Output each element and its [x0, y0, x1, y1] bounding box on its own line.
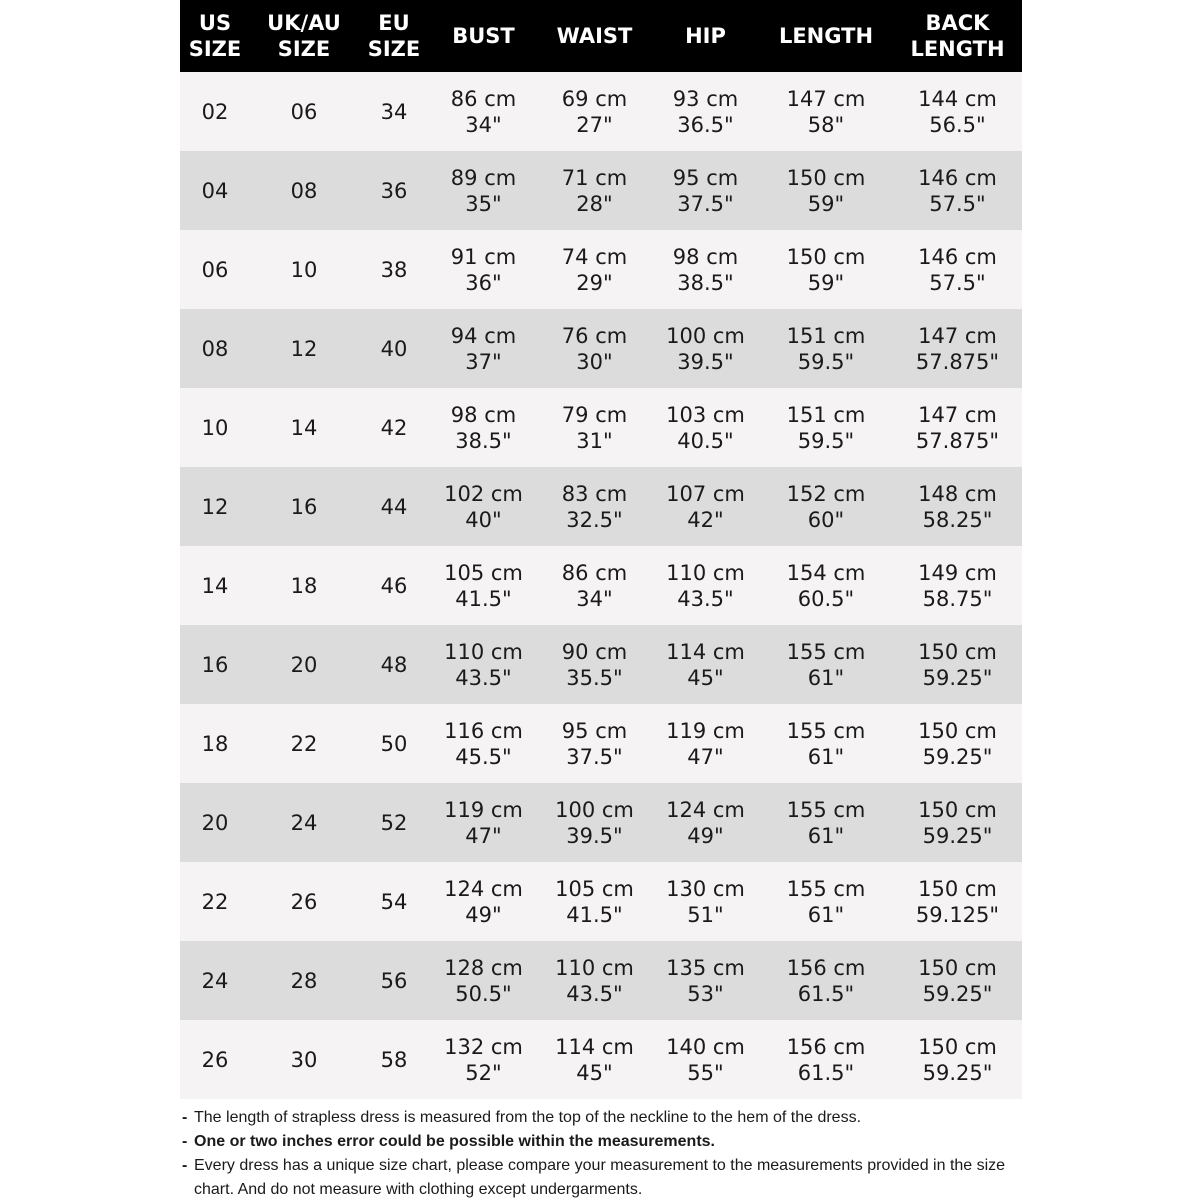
table-row [180, 388, 1022, 467]
table-row [180, 467, 1022, 546]
inch-value: 49" [465, 902, 502, 927]
hip-cell [652, 862, 759, 941]
back-length-cell [893, 941, 1022, 1020]
uk-au-size-cell: 20 [250, 625, 358, 704]
cm-value: 124 cm [444, 876, 523, 901]
inch-value: 59.25" [922, 744, 993, 769]
inch-value: 59.5" [797, 428, 855, 453]
eu-size-cell: 50 [358, 704, 430, 783]
cm-value: 110 cm [444, 639, 523, 664]
uk-au-size-cell: 22 [250, 704, 358, 783]
hip-cell [652, 704, 759, 783]
inch-value: 45" [576, 1060, 613, 1085]
cm-value: 79 cm [561, 402, 628, 427]
cm-value: 93 cm [672, 86, 739, 111]
cm-value: 132 cm [444, 1034, 523, 1059]
length-cell [759, 941, 893, 1020]
waist-cell [537, 941, 652, 1020]
note-item [182, 1154, 1022, 1202]
back-length-header: BACK LENGTH [893, 0, 1022, 72]
uk-au-size-cell: 08 [250, 151, 358, 230]
inch-value: 58.75" [922, 586, 993, 611]
length-cell [759, 625, 893, 704]
table-row [180, 862, 1022, 941]
eu-size-cell: 56 [358, 941, 430, 1020]
inch-value: 35.5" [566, 665, 623, 690]
uk-au-size-cell: 18 [250, 546, 358, 625]
bust-cell [430, 625, 537, 704]
cm-value: 128 cm [444, 955, 523, 980]
inch-value: 41.5" [455, 586, 512, 611]
inch-value: 56.5" [929, 112, 986, 137]
note-text: One or two inches error could be possible within the measurements. [194, 1133, 715, 1150]
cm-value: 71 cm [561, 165, 628, 190]
length-cell [759, 783, 893, 862]
bust-cell [430, 309, 537, 388]
inch-value: 45" [687, 665, 724, 690]
inch-value: 57.875" [915, 349, 1000, 374]
hip-cell [652, 230, 759, 309]
inch-value: 38.5" [677, 270, 734, 295]
inch-value: 58.25" [922, 507, 993, 532]
back-length-cell [893, 388, 1022, 467]
inch-value: 36.5" [677, 112, 734, 137]
uk-au-size-cell: 10 [250, 230, 358, 309]
table-row [180, 309, 1022, 388]
bust-header: BUST [430, 0, 537, 72]
eu-size-header: EU SIZE [358, 0, 430, 72]
us-size-cell: 20 [180, 783, 250, 862]
table-row [180, 1020, 1022, 1099]
cm-value: 110 cm [666, 560, 745, 585]
uk-au-size-cell: 16 [250, 467, 358, 546]
inch-value: 27" [576, 112, 613, 137]
hip-cell [652, 625, 759, 704]
inch-value: 50.5" [455, 981, 512, 1006]
bullet-icon: - [182, 1157, 188, 1174]
length-cell [759, 72, 893, 151]
bust-cell [430, 783, 537, 862]
size-table [180, 0, 1022, 1099]
cm-value: 107 cm [666, 481, 745, 506]
cm-value: 144 cm [918, 86, 997, 111]
waist-cell [537, 625, 652, 704]
us-size-cell: 12 [180, 467, 250, 546]
table-row [180, 72, 1022, 151]
inch-value: 39.5" [677, 349, 734, 374]
table-row [180, 941, 1022, 1020]
cm-value: 150 cm [918, 639, 997, 664]
inch-value: 57.5" [929, 270, 986, 295]
inch-value: 47" [465, 823, 502, 848]
back-length-cell [893, 151, 1022, 230]
inch-value: 59.25" [922, 665, 993, 690]
waist-cell [537, 230, 652, 309]
cm-value: 150 cm [918, 718, 997, 743]
back-length-cell [893, 309, 1022, 388]
eu-size-cell: 36 [358, 151, 430, 230]
cm-value: 146 cm [918, 165, 997, 190]
inch-value: 43.5" [677, 586, 734, 611]
table-row [180, 625, 1022, 704]
cm-value: 152 cm [786, 481, 866, 506]
hip-cell [652, 151, 759, 230]
bust-cell [430, 72, 537, 151]
inch-value: 30" [576, 349, 613, 374]
cm-value: 155 cm [786, 876, 866, 901]
cm-value: 150 cm [918, 955, 997, 980]
bullet-icon: - [182, 1109, 188, 1126]
waist-cell [537, 546, 652, 625]
us-size-cell: 02 [180, 72, 250, 151]
uk-au-size-cell: 12 [250, 309, 358, 388]
bust-cell [430, 941, 537, 1020]
length-cell [759, 388, 893, 467]
us-size-cell: 08 [180, 309, 250, 388]
table-row [180, 783, 1022, 862]
bust-cell [430, 230, 537, 309]
cm-value: 135 cm [666, 955, 745, 980]
inch-value: 59.25" [922, 823, 993, 848]
bust-cell [430, 467, 537, 546]
cm-value: 110 cm [555, 955, 634, 980]
length-cell [759, 1020, 893, 1099]
waist-cell [537, 388, 652, 467]
inch-value: 59" [807, 191, 845, 216]
cm-value: 100 cm [666, 323, 745, 348]
us-size-cell: 24 [180, 941, 250, 1020]
inch-value: 34" [465, 112, 502, 137]
hip-cell [652, 72, 759, 151]
eu-size-cell: 48 [358, 625, 430, 704]
us-size-header: US SIZE [180, 0, 250, 72]
length-cell [759, 309, 893, 388]
cm-value: 83 cm [561, 481, 628, 506]
bust-cell [430, 862, 537, 941]
length-cell [759, 230, 893, 309]
us-size-cell: 26 [180, 1020, 250, 1099]
eu-size-cell: 34 [358, 72, 430, 151]
cm-value: 151 cm [786, 402, 866, 427]
inch-value: 37.5" [677, 191, 734, 216]
table-body [180, 72, 1022, 1099]
inch-value: 43.5" [455, 665, 512, 690]
us-size-cell: 04 [180, 151, 250, 230]
inch-value: 29" [576, 270, 613, 295]
inch-value: 57.5" [929, 191, 986, 216]
inch-value: 43.5" [566, 981, 623, 1006]
note-text: The length of strapless dress is measured from the top of the neckline to the hem of the dress. [194, 1109, 862, 1126]
cm-value: 103 cm [666, 402, 745, 427]
inch-value: 38.5" [455, 428, 512, 453]
table-row [180, 546, 1022, 625]
length-cell [759, 704, 893, 783]
length-header: LENGTH [759, 0, 893, 72]
inch-value: 40" [465, 507, 502, 532]
hip-cell [652, 388, 759, 467]
header-row [180, 0, 1022, 72]
inch-value: 42" [687, 507, 724, 532]
inch-value: 32.5" [566, 507, 623, 532]
uk-au-size-cell: 14 [250, 388, 358, 467]
eu-size-cell: 42 [358, 388, 430, 467]
inch-value: 28" [576, 191, 613, 216]
waist-cell [537, 309, 652, 388]
notes-section [182, 1106, 1022, 1202]
inch-value: 49" [687, 823, 724, 848]
cm-value: 146 cm [918, 244, 997, 269]
cm-value: 156 cm [786, 1034, 866, 1059]
us-size-cell: 16 [180, 625, 250, 704]
cm-value: 86 cm [450, 86, 517, 111]
uk-au-size-header: UK/AU SIZE [250, 0, 358, 72]
us-size-cell: 14 [180, 546, 250, 625]
cm-value: 155 cm [786, 639, 866, 664]
inch-value: 61" [807, 665, 845, 690]
hip-header: HIP [652, 0, 759, 72]
cm-value: 76 cm [561, 323, 628, 348]
table-row [180, 704, 1022, 783]
cm-value: 102 cm [444, 481, 523, 506]
eu-size-cell: 44 [358, 467, 430, 546]
length-cell [759, 862, 893, 941]
inch-value: 36" [465, 270, 502, 295]
cm-value: 155 cm [786, 797, 866, 822]
eu-size-cell: 38 [358, 230, 430, 309]
cm-value: 89 cm [450, 165, 517, 190]
table-header [180, 0, 1022, 72]
cm-value: 74 cm [561, 244, 628, 269]
note-item [182, 1130, 1022, 1154]
cm-value: 86 cm [561, 560, 628, 585]
cm-value: 119 cm [666, 718, 745, 743]
waist-header: WAIST [537, 0, 652, 72]
back-length-cell [893, 546, 1022, 625]
cm-value: 100 cm [555, 797, 634, 822]
eu-size-cell: 58 [358, 1020, 430, 1099]
inch-value: 61" [807, 823, 845, 848]
cm-value: 124 cm [666, 797, 745, 822]
inch-value: 61.5" [797, 981, 855, 1006]
hip-cell [652, 546, 759, 625]
inch-value: 59.25" [922, 981, 993, 1006]
hip-cell [652, 783, 759, 862]
cm-value: 94 cm [450, 323, 517, 348]
inch-value: 41.5" [566, 902, 623, 927]
cm-value: 147 cm [918, 323, 997, 348]
inch-value: 52" [465, 1060, 502, 1085]
inch-value: 59" [807, 270, 845, 295]
bust-cell [430, 151, 537, 230]
back-length-cell [893, 783, 1022, 862]
inch-value: 61" [807, 902, 845, 927]
cm-value: 150 cm [918, 797, 997, 822]
inch-value: 55" [687, 1060, 724, 1085]
cm-value: 151 cm [786, 323, 866, 348]
waist-cell [537, 783, 652, 862]
uk-au-size-cell: 26 [250, 862, 358, 941]
eu-size-cell: 40 [358, 309, 430, 388]
cm-value: 150 cm [918, 1034, 997, 1059]
cm-value: 98 cm [450, 402, 517, 427]
inch-value: 39.5" [566, 823, 623, 848]
us-size-cell: 22 [180, 862, 250, 941]
back-length-cell [893, 1020, 1022, 1099]
waist-cell [537, 467, 652, 546]
cm-value: 130 cm [666, 876, 745, 901]
eu-size-cell: 54 [358, 862, 430, 941]
back-length-cell [893, 230, 1022, 309]
length-cell [759, 546, 893, 625]
inch-value: 61" [807, 744, 845, 769]
size-chart [180, 0, 1022, 1099]
uk-au-size-cell: 30 [250, 1020, 358, 1099]
bust-cell [430, 388, 537, 467]
inch-value: 31" [576, 428, 613, 453]
bullet-icon: - [182, 1133, 188, 1150]
hip-cell [652, 467, 759, 546]
back-length-cell [893, 625, 1022, 704]
hip-cell [652, 1020, 759, 1099]
cm-value: 150 cm [786, 244, 866, 269]
note-item [182, 1106, 1022, 1130]
cm-value: 154 cm [786, 560, 866, 585]
hip-cell [652, 309, 759, 388]
cm-value: 91 cm [450, 244, 517, 269]
cm-value: 150 cm [786, 165, 866, 190]
cm-value: 148 cm [918, 481, 997, 506]
uk-au-size-cell: 06 [250, 72, 358, 151]
us-size-cell: 06 [180, 230, 250, 309]
cm-value: 90 cm [561, 639, 628, 664]
inch-value: 37" [465, 349, 502, 374]
note-text: Every dress has a unique size chart, please compare your measurement to the measurements provided in the size chart. And do not measure with clothing except undergarments. [194, 1157, 1006, 1198]
cm-value: 155 cm [786, 718, 866, 743]
cm-value: 149 cm [918, 560, 997, 585]
table-row [180, 151, 1022, 230]
waist-cell [537, 151, 652, 230]
cm-value: 147 cm [786, 86, 866, 111]
bust-cell [430, 704, 537, 783]
cm-value: 95 cm [561, 718, 628, 743]
inch-value: 60" [807, 507, 845, 532]
inch-value: 57.875" [915, 428, 1000, 453]
cm-value: 119 cm [444, 797, 523, 822]
length-cell [759, 467, 893, 546]
cm-value: 98 cm [672, 244, 739, 269]
bust-cell [430, 546, 537, 625]
cm-value: 114 cm [555, 1034, 634, 1059]
uk-au-size-cell: 24 [250, 783, 358, 862]
inch-value: 59.125" [915, 902, 1000, 927]
waist-cell [537, 1020, 652, 1099]
cm-value: 150 cm [918, 876, 997, 901]
us-size-cell: 10 [180, 388, 250, 467]
inch-value: 59.5" [797, 349, 855, 374]
hip-cell [652, 941, 759, 1020]
back-length-cell [893, 704, 1022, 783]
bust-cell [430, 1020, 537, 1099]
inch-value: 35" [465, 191, 502, 216]
cm-value: 69 cm [561, 86, 628, 111]
inch-value: 47" [687, 744, 724, 769]
uk-au-size-cell: 28 [250, 941, 358, 1020]
cm-value: 147 cm [918, 402, 997, 427]
cm-value: 95 cm [672, 165, 739, 190]
cm-value: 105 cm [555, 876, 634, 901]
inch-value: 61.5" [797, 1060, 855, 1085]
inch-value: 58" [807, 112, 845, 137]
inch-value: 53" [687, 981, 724, 1006]
back-length-cell [893, 862, 1022, 941]
table-row [180, 230, 1022, 309]
inch-value: 37.5" [566, 744, 623, 769]
us-size-cell: 18 [180, 704, 250, 783]
inch-value: 40.5" [677, 428, 734, 453]
inch-value: 45.5" [455, 744, 512, 769]
back-length-cell [893, 72, 1022, 151]
inch-value: 34" [576, 586, 613, 611]
cm-value: 156 cm [786, 955, 866, 980]
cm-value: 105 cm [444, 560, 523, 585]
length-cell [759, 151, 893, 230]
eu-size-cell: 52 [358, 783, 430, 862]
back-length-cell [893, 467, 1022, 546]
inch-value: 51" [687, 902, 724, 927]
waist-cell [537, 72, 652, 151]
waist-cell [537, 862, 652, 941]
eu-size-cell: 46 [358, 546, 430, 625]
cm-value: 116 cm [444, 718, 523, 743]
waist-cell [537, 704, 652, 783]
inch-value: 59.25" [922, 1060, 993, 1085]
cm-value: 114 cm [666, 639, 745, 664]
cm-value: 140 cm [666, 1034, 745, 1059]
inch-value: 60.5" [797, 586, 855, 611]
